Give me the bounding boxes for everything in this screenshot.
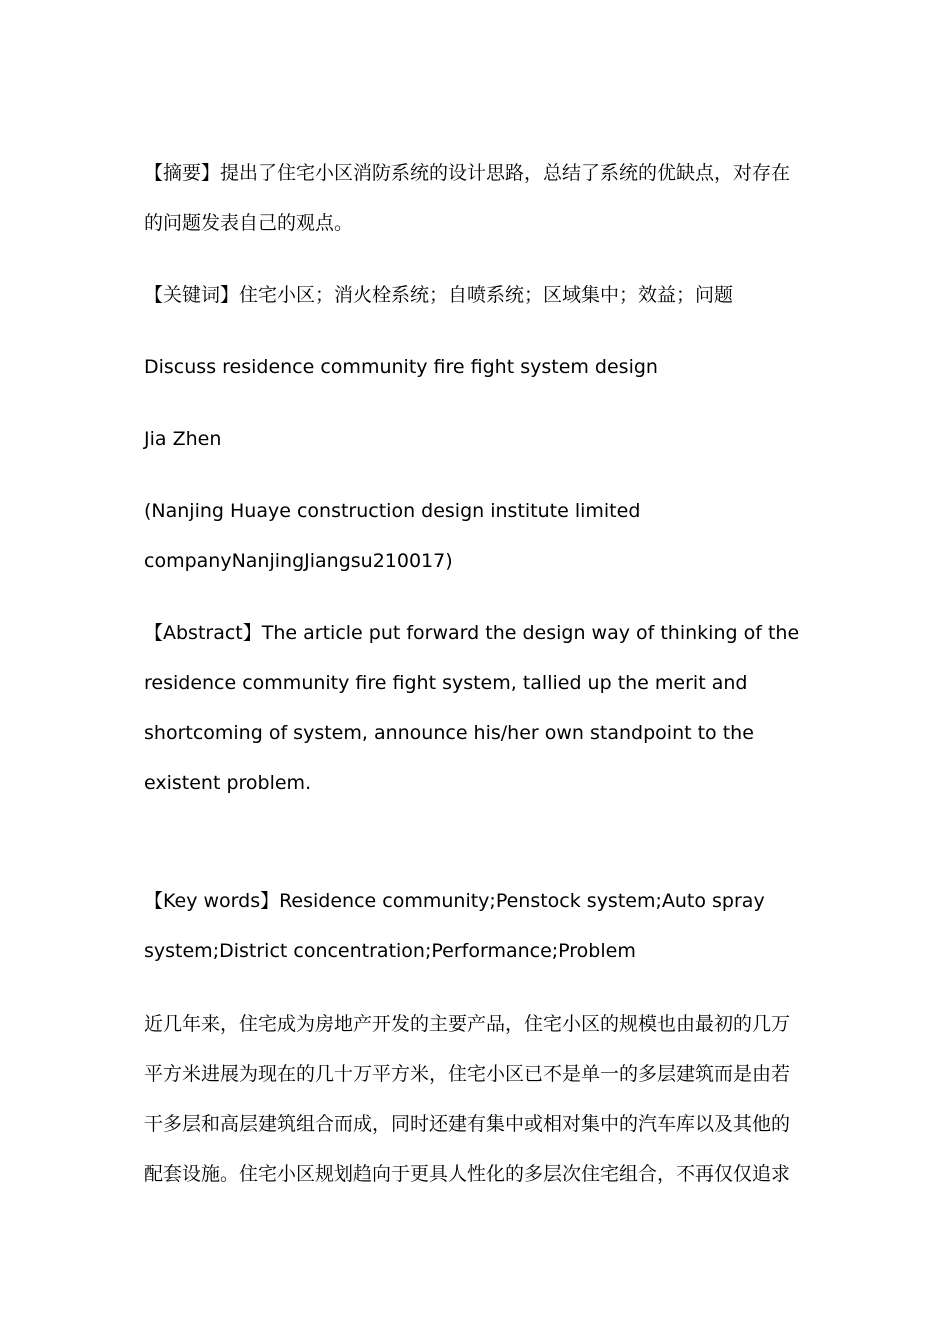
abstract-cn <box>144 148 814 248</box>
title-en-line: Discuss residence community fire fight system design <box>144 356 658 378</box>
keywords-en-line: system;District concentration;Performance;Problem <box>144 940 636 962</box>
abstract-cn-line: 【摘要】提出了住宅小区消防系统的设计思路，总结了系统的优缺点，对存在 <box>144 162 791 184</box>
keywords-cn-line: 【关键词】住宅小区；消火栓系统；自喷系统；区域集中；效益；问题 <box>144 284 734 306</box>
affiliation-en <box>144 486 814 586</box>
abstract-en-line: existent problem. <box>144 772 312 794</box>
body-cn <box>144 999 814 1199</box>
abstract-en-line: residence community fire fight system, tallied up the merit and <box>144 672 748 694</box>
abstract-cn-line: 的问题发表自己的观点。 <box>144 212 354 234</box>
body-cn-line: 配套设施。住宅小区规划趋向于更具人性化的多层次住宅组合，不再仅仅追求 <box>144 1163 791 1185</box>
affiliation-en-line: (Nanjing Huaye construction design institute limited <box>144 500 641 522</box>
abstract-en <box>144 608 814 808</box>
abstract-en-line: 【Abstract】The article put forward the design way of thinking of the <box>144 622 800 644</box>
abstract-en-line: shortcoming of system, announce his/her own standpoint to the <box>144 722 754 744</box>
affiliation-en-line: companyNanjingJiangsu210017) <box>144 550 453 572</box>
body-cn-line: 平方米进展为现在的几十万平方米，住宅小区已不是单一的多层建筑而是由若 <box>144 1063 791 1085</box>
body-cn-line: 近几年来，住宅成为房地产开发的主要产品，住宅小区的规模也由最初的几万 <box>144 1013 791 1035</box>
author-en-line: Jia Zhen <box>144 428 222 450</box>
keywords-en-line: 【Key words】Residence community;Penstock system;Auto spray <box>144 890 765 912</box>
title-en <box>144 342 814 392</box>
keywords-cn <box>144 270 814 320</box>
author-en <box>144 414 814 464</box>
body-cn-line: 干多层和高层建筑组合而成，同时还建有集中或相对集中的汽车库以及其他的 <box>144 1113 791 1135</box>
keywords-en <box>144 876 814 976</box>
